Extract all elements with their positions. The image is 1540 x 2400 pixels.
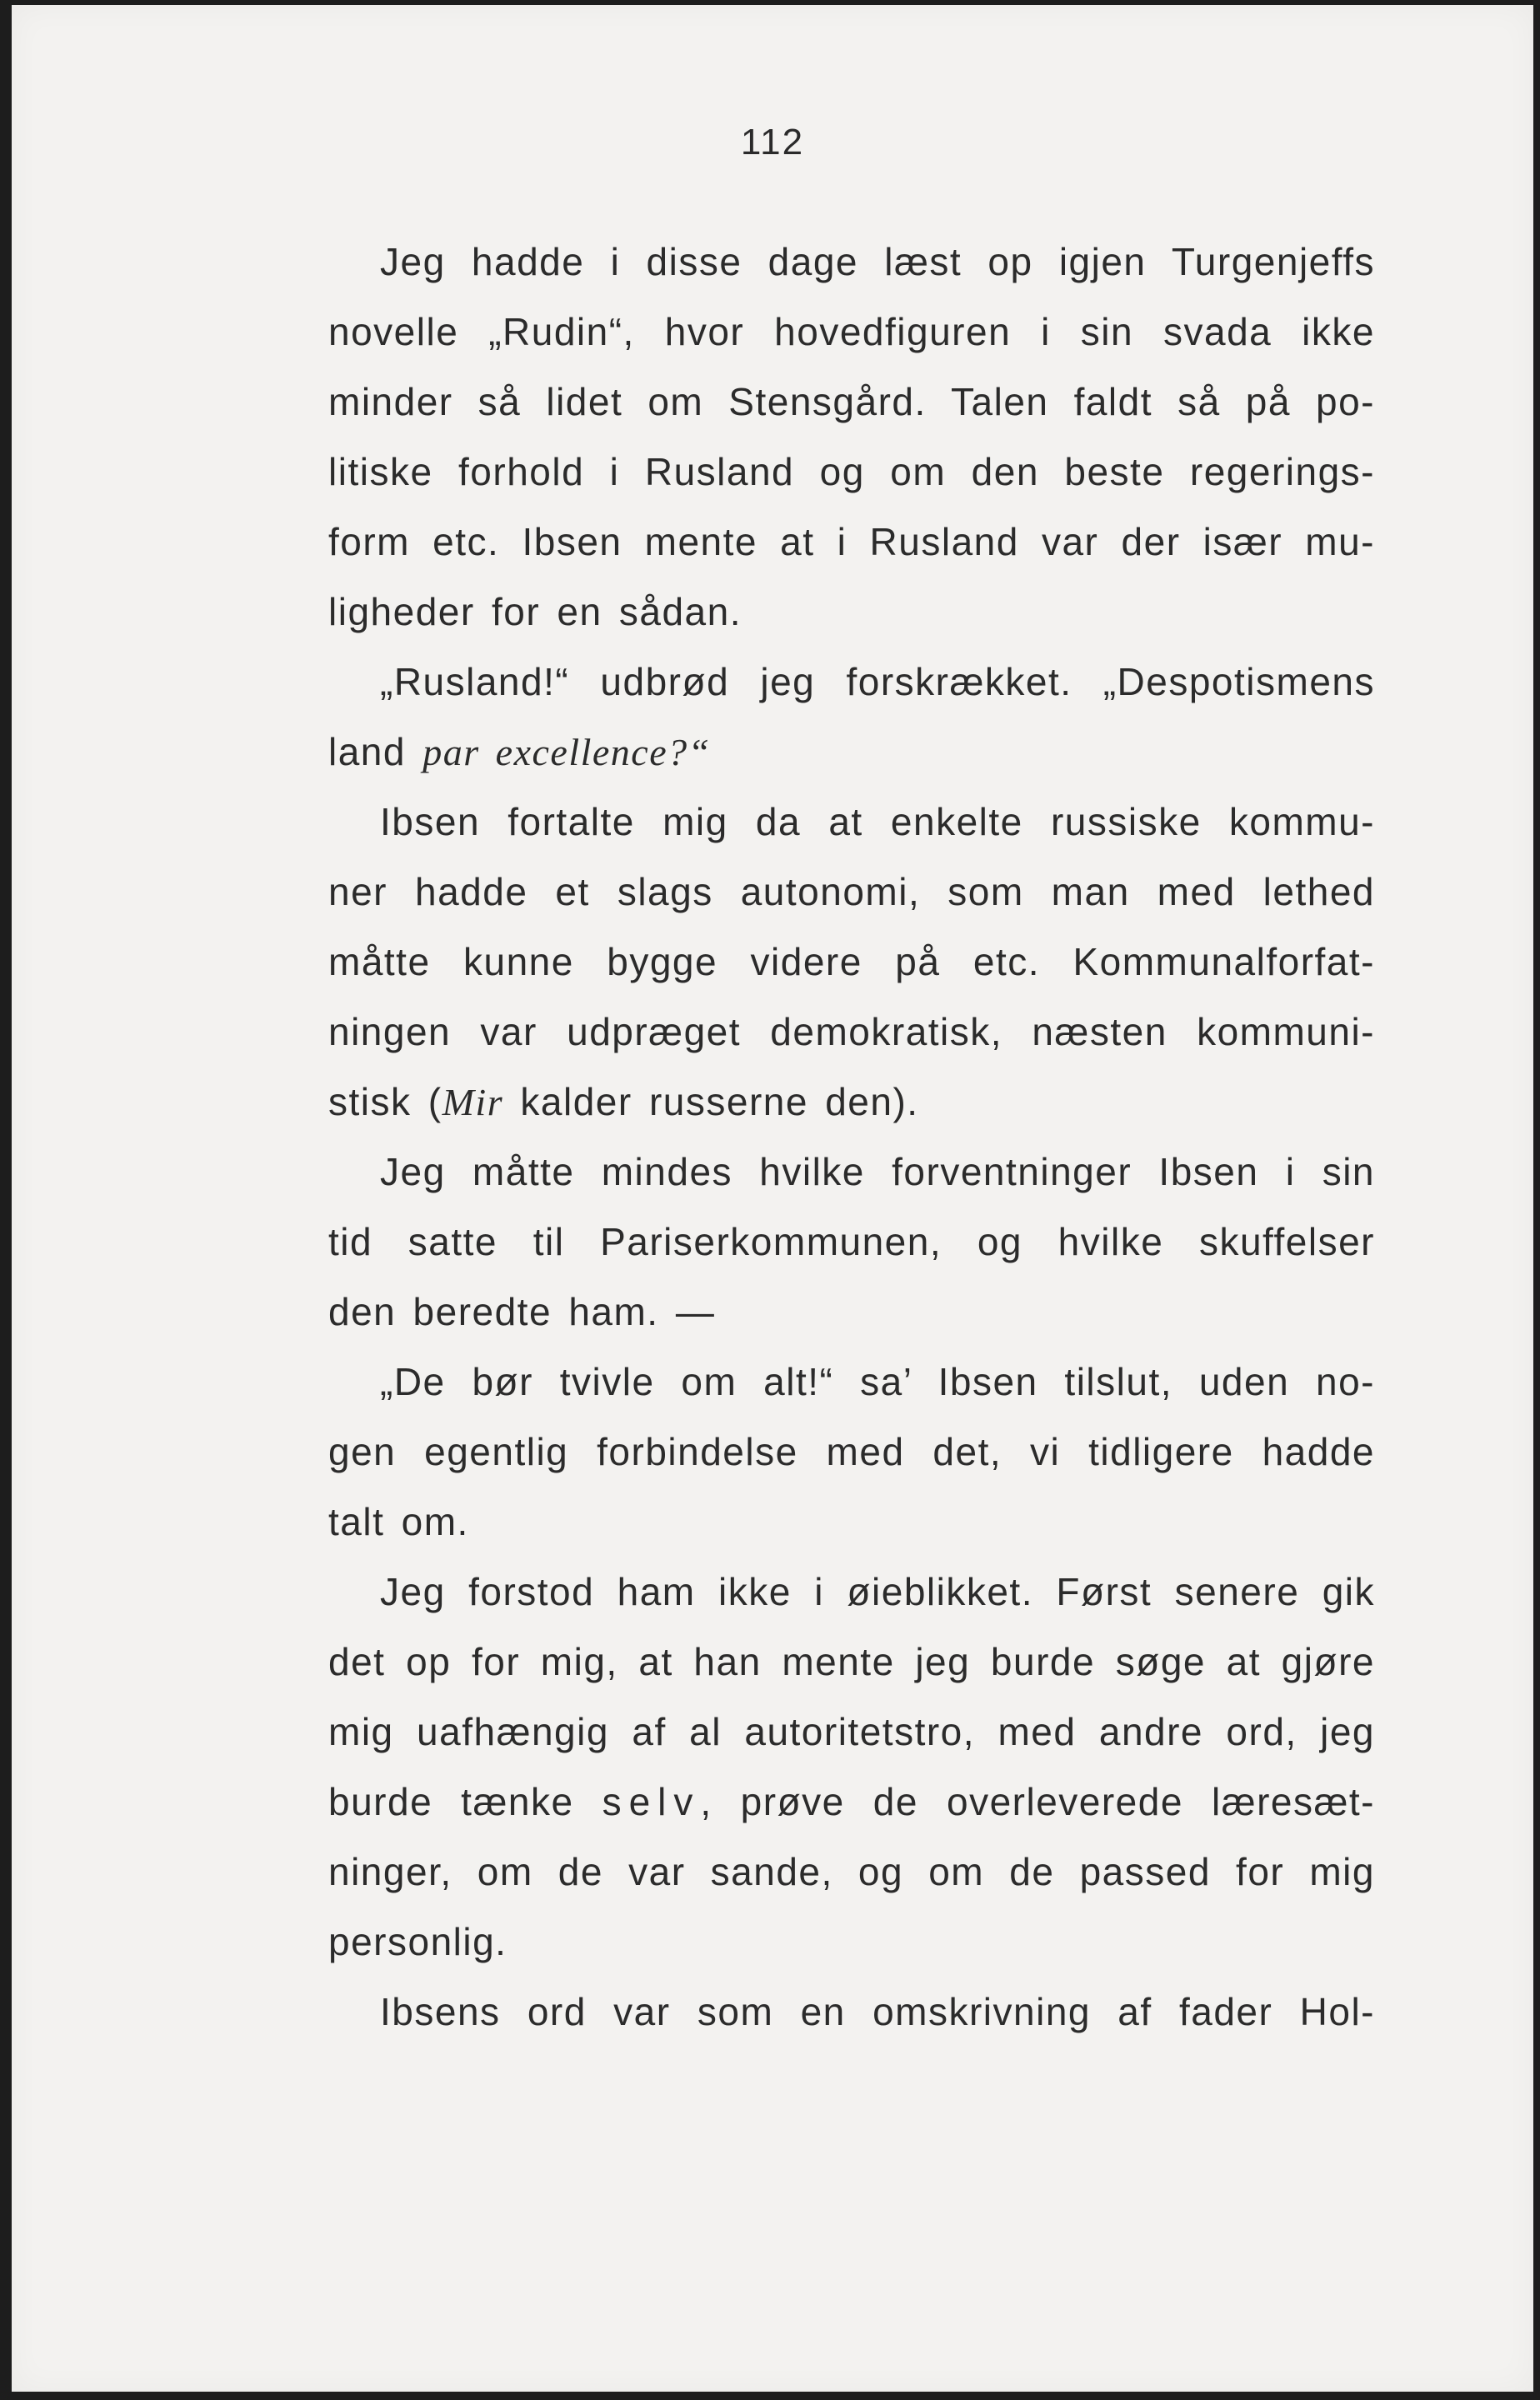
text-line: litiske forhold i Rusland og om den beste regerings-	[328, 450, 1375, 493]
text-line: måtte kunne bygge videre på etc. Kommunalforfat-	[328, 940, 1375, 983]
text-line: gen egentlig forbindelse med det, vi tidligere hadde	[328, 1430, 1375, 1473]
text-line: talt om.	[328, 1500, 469, 1543]
text-line: ninger, om de var sande, og om de passed for mig	[328, 1850, 1375, 1893]
text-line: „De bør tvivle om alt!“ sa’ Ibsen tilslut, uden no-	[380, 1360, 1375, 1403]
italic-phrase: par excellence?“	[422, 731, 711, 773]
text-line: ligheder for en sådan.	[328, 590, 742, 633]
text-line: minder så lidet om Stensgård. Talen faldt så på po-	[328, 380, 1375, 423]
text-line: Jeg hadde i disse dage læst op igjen Turgenjeffs	[380, 240, 1375, 283]
text-line: ningen var udpræget demokratisk, næsten kommuni-	[328, 1010, 1375, 1053]
text-line: personlig.	[328, 1920, 508, 1963]
text-line: tid satte til Pariserkommunen, og hvilke skuffelser	[328, 1220, 1375, 1263]
text-fragment: kalder russerne den).	[503, 1080, 919, 1123]
text-line: form etc. Ibsen mente at i Rusland var der især mu-	[328, 520, 1375, 563]
text-line	[328, 717, 1375, 787]
text-line	[328, 1767, 1375, 1837]
text-line: novelle „Rudin“, hvor hovedfiguren i sin svada ikke	[328, 310, 1375, 353]
text-line: det op for mig, at han mente jeg burde søge at gjøre	[328, 1640, 1375, 1683]
text-fragment: burde tænke	[328, 1780, 602, 1823]
text-fragment: stisk (	[328, 1080, 442, 1123]
text-line: Ibsen fortalte mig da at enkelte russiske kommu-	[380, 800, 1375, 843]
text-line: „Rusland!“ udbrød jeg forskrækket. „Despotismens	[380, 660, 1375, 703]
text-fragment: land	[328, 730, 423, 773]
body-text	[328, 227, 1375, 2047]
text-line	[328, 1067, 1375, 1137]
text-line: Ibsens ord var som en omskrivning af fader Hol-	[380, 1990, 1375, 2033]
text-line: den beredte ham. —	[328, 1290, 716, 1333]
spaced-word: selv	[602, 1780, 701, 1823]
text-line: Jeg forstod ham ikke i øieblikket. Først senere gik	[380, 1570, 1375, 1613]
page-number: 112	[740, 122, 805, 162]
text-line: Jeg måtte mindes hvilke forventninger Ibsen i sin	[380, 1150, 1375, 1193]
text-fragment: , prøve de overleverede læresæt-	[700, 1780, 1375, 1823]
text-line: mig uafhængig af al autoritetstro, med andre ord, jeg	[328, 1710, 1375, 1753]
italic-word: Mir	[442, 1081, 504, 1123]
text-line: ner hadde et slags autonomi, som man med lethed	[328, 870, 1375, 913]
